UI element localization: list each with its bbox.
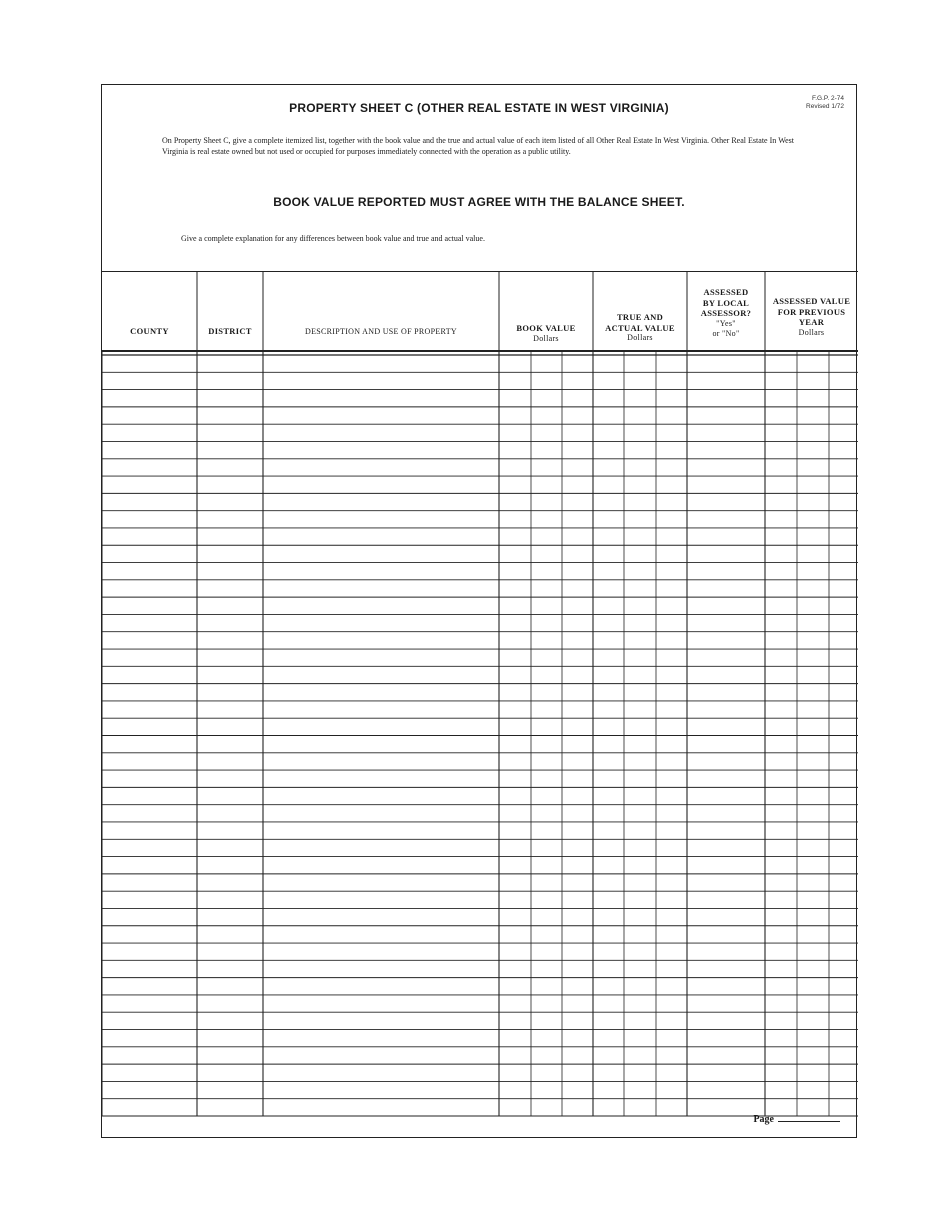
table-row[interactable] bbox=[102, 511, 858, 528]
table-row[interactable] bbox=[102, 874, 858, 891]
page-label: Page bbox=[753, 1114, 774, 1125]
property-table bbox=[102, 271, 856, 1131]
table-row[interactable] bbox=[102, 614, 858, 631]
table-row[interactable] bbox=[102, 1012, 858, 1029]
header-district: DISTRICT bbox=[208, 326, 252, 336]
table-row[interactable] bbox=[102, 390, 858, 407]
table-row[interactable] bbox=[102, 1064, 858, 1081]
table-row[interactable] bbox=[102, 563, 858, 580]
header-book-value: BOOK VALUE Dollars bbox=[516, 323, 576, 343]
table-row[interactable] bbox=[102, 891, 858, 908]
table-row[interactable] bbox=[102, 1047, 858, 1064]
header-assessed-previous-year: ASSESSED VALUE FOR PREVIOUS YEAR Dollars bbox=[772, 296, 851, 337]
explanation-note: Give a complete explanation for any differences between book value and true and actual value. bbox=[181, 234, 485, 243]
table-row[interactable] bbox=[102, 805, 858, 822]
table-row[interactable] bbox=[102, 978, 858, 995]
table-row[interactable] bbox=[102, 580, 858, 597]
table-row[interactable] bbox=[102, 926, 858, 943]
table-row[interactable] bbox=[102, 822, 858, 839]
book-value-notice: BOOK VALUE REPORTED MUST AGREE WITH THE BALANCE SHEET. bbox=[273, 195, 685, 209]
table-row[interactable] bbox=[102, 649, 858, 666]
table-row[interactable] bbox=[102, 666, 858, 683]
page-number-blank[interactable] bbox=[778, 1121, 840, 1122]
table-row[interactable] bbox=[102, 545, 858, 562]
table-row[interactable] bbox=[102, 839, 858, 856]
table-row[interactable] bbox=[102, 960, 858, 977]
table-row[interactable] bbox=[102, 632, 858, 649]
header-county: COUNTY bbox=[130, 326, 169, 336]
table-row[interactable] bbox=[102, 684, 858, 701]
table-row[interactable] bbox=[102, 476, 858, 493]
header-assessed-by-local: ASSESSED BY LOCAL ASSESSOR? "Yes" or "No" bbox=[700, 287, 752, 338]
table-row[interactable] bbox=[102, 441, 858, 458]
table-row[interactable] bbox=[102, 701, 858, 718]
table-row[interactable] bbox=[102, 736, 858, 753]
property-sheet-form bbox=[101, 84, 857, 1138]
table-row[interactable] bbox=[102, 770, 858, 787]
table-row[interactable] bbox=[102, 753, 858, 770]
table-row[interactable] bbox=[102, 995, 858, 1012]
form-revision: Revised 1/72 bbox=[806, 103, 844, 110]
table-grid-lines bbox=[102, 271, 858, 1131]
table-row[interactable] bbox=[102, 597, 858, 614]
table-row[interactable] bbox=[102, 718, 858, 735]
table-row[interactable] bbox=[102, 1030, 858, 1047]
table-row[interactable] bbox=[102, 943, 858, 960]
table-row[interactable] bbox=[102, 857, 858, 874]
table-row[interactable] bbox=[102, 908, 858, 925]
table-row[interactable] bbox=[102, 459, 858, 476]
table-row[interactable] bbox=[102, 355, 858, 372]
table-row[interactable] bbox=[102, 493, 858, 510]
header-description: DESCRIPTION AND USE OF PROPERTY bbox=[305, 327, 457, 336]
header-true-actual-value: TRUE AND ACTUAL VALUE Dollars bbox=[605, 312, 675, 342]
table-row[interactable] bbox=[102, 407, 858, 424]
table-row[interactable] bbox=[102, 787, 858, 804]
page-number-field[interactable] bbox=[753, 1114, 840, 1125]
table-row[interactable] bbox=[102, 528, 858, 545]
table-row[interactable] bbox=[102, 372, 858, 389]
table-row[interactable] bbox=[102, 424, 858, 441]
table-row[interactable] bbox=[102, 1081, 858, 1098]
page-title: PROPERTY SHEET C (OTHER REAL ESTATE IN WEST VIRGINIA) bbox=[289, 101, 669, 115]
table-row[interactable] bbox=[102, 1099, 858, 1116]
instructions-text: On Property Sheet C, give a complete itemized list, together with the book value and the true and actual value of each item listed of all Other Real Estate In West Virginia. Other Real Estate In West Virginia is real estate owned but not used or occupied for purposes immediately connected with the operation as a public utility. bbox=[162, 136, 794, 156]
form-id-number: F.G.P. 2-74 bbox=[811, 95, 844, 102]
